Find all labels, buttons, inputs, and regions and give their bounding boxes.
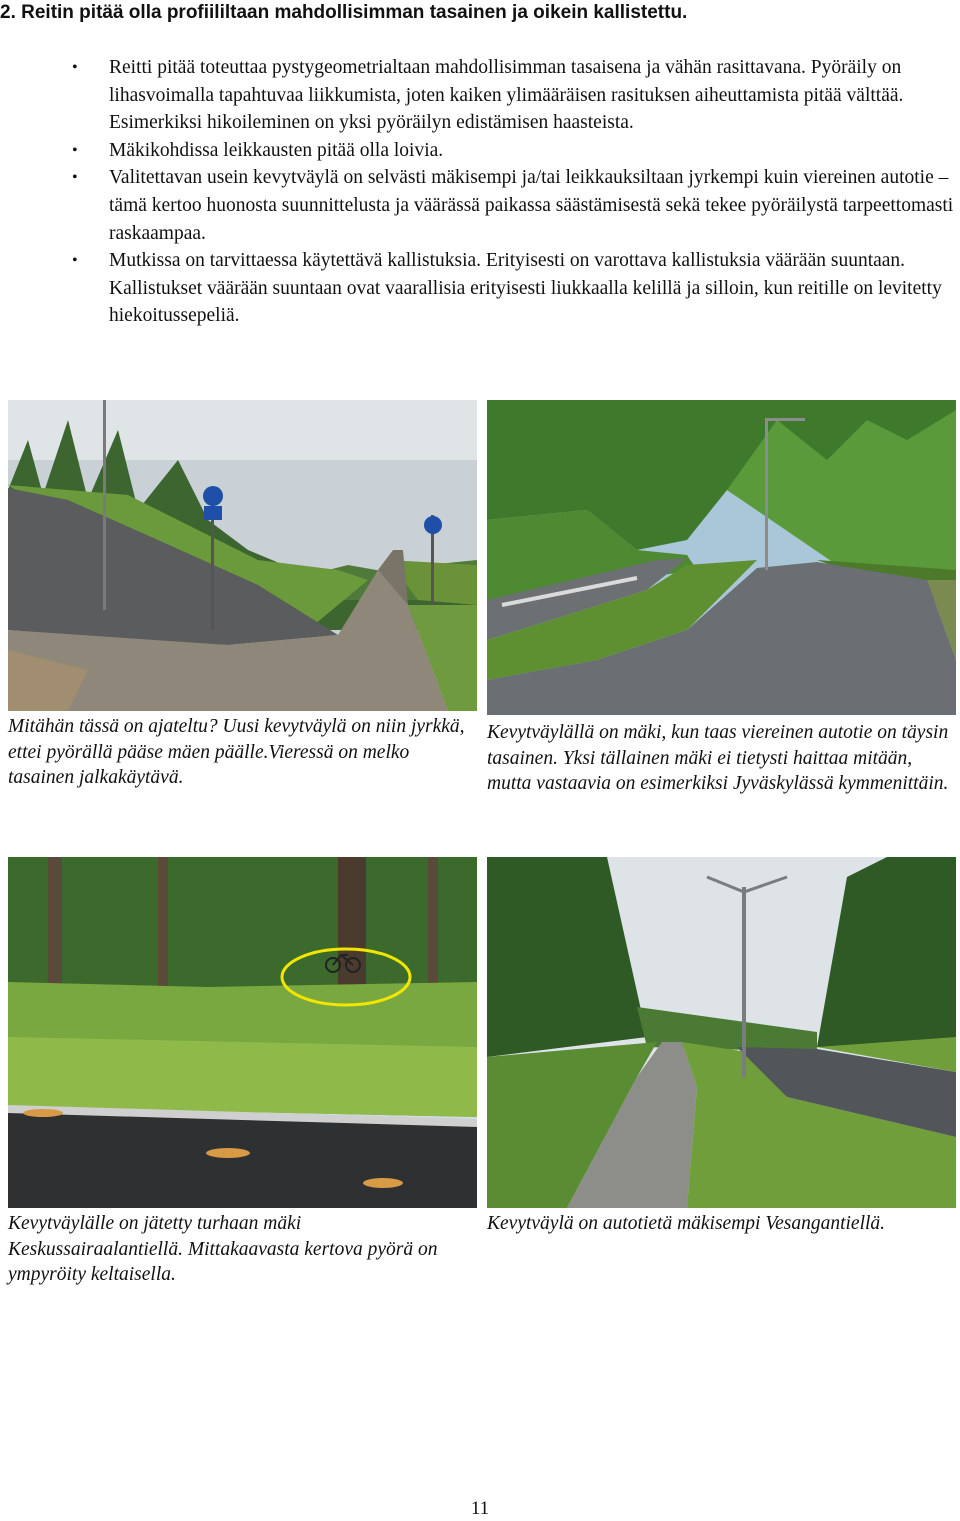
bullet-icon: • bbox=[72, 252, 78, 270]
caption-2: Kevytväylällä on mäki, kun taas viereinen autotie on täysin tasainen. Yksi tällainen mäki ei tietysti haittaa mitään, mutta vastaavia on esimerkiksi Jyväskylässä kymmenittäin. bbox=[487, 722, 949, 794]
bullet-icon: • bbox=[72, 169, 78, 187]
section-heading: 2. Reitin pitää olla profiililtaan mahdollisimman tasainen ja oikein kallistettu. bbox=[0, 2, 688, 23]
photo-steep-path bbox=[8, 400, 477, 711]
bullet-text: Mutkissa on tarvittaessa käytettävä kallistuksia. Erityisesti on varottava kallistuksia väärään suuntaan. Kallistukset väärään suuntaan ovat vaarallisia erityisesti liukkaalla kelillä ja silloin, kun reitille on levitetty hiekoitussepeliä. bbox=[109, 250, 942, 327]
caption-4: Kevytväylä on autotietä mäkisempi Vesangantiellä. bbox=[487, 1213, 886, 1234]
list-item bbox=[72, 247, 956, 330]
photo-hill-vs-road bbox=[487, 400, 956, 715]
bullet-icon: • bbox=[72, 141, 78, 159]
list-item bbox=[72, 137, 956, 165]
page-number: 11 bbox=[470, 1498, 490, 1519]
bullet-icon: • bbox=[72, 59, 78, 76]
caption-1: Mitähän tässä on ajateltu? Uusi kevytväylä on niin jyrkkä, ettei pyörällä pääse mäen päälle.Vieressä on melko tasainen jalkakäytävä. bbox=[8, 716, 465, 788]
list-item bbox=[72, 164, 956, 247]
photo-path-hillier-than-road bbox=[487, 857, 956, 1208]
list-item bbox=[72, 54, 956, 137]
bullet-text: Valitettavan usein kevytväylä on selvästi mäkisempi ja/tai leikkauksiltaan jyrkempi kuin viereinen autotie – tämä kertoo huonosta suunnittelusta ja väärässä paikassa säästämisestä sekä tekee pyöräilystä tarpeettomasti raskaampaa. bbox=[109, 167, 954, 244]
bullet-list bbox=[72, 54, 956, 330]
bullet-text: Reitti pitää toteuttaa pystygeometrialtaan mahdollisimman tasaisena ja vähän rasittavana. Pyöräily on lihasvoimalla tapahtuvaa liikkumista, joten kaiken ylimääräisen rasituksen aiheuttamista pitää välttää. Esimerkiksi hikoileminen on yksi pyöräilyn edistämisen haasteista. bbox=[109, 57, 904, 134]
caption-3: Kevytväylälle on jätetty turhaan mäki Keskussairaalantiellä. Mittakaavasta kertova pyörä on ympyröity keltaisella. bbox=[8, 1213, 438, 1285]
photo-grass-hill-bicycle bbox=[8, 857, 477, 1208]
bullet-text: Mäkikohdissa leikkausten pitää olla loivia. bbox=[109, 139, 444, 161]
